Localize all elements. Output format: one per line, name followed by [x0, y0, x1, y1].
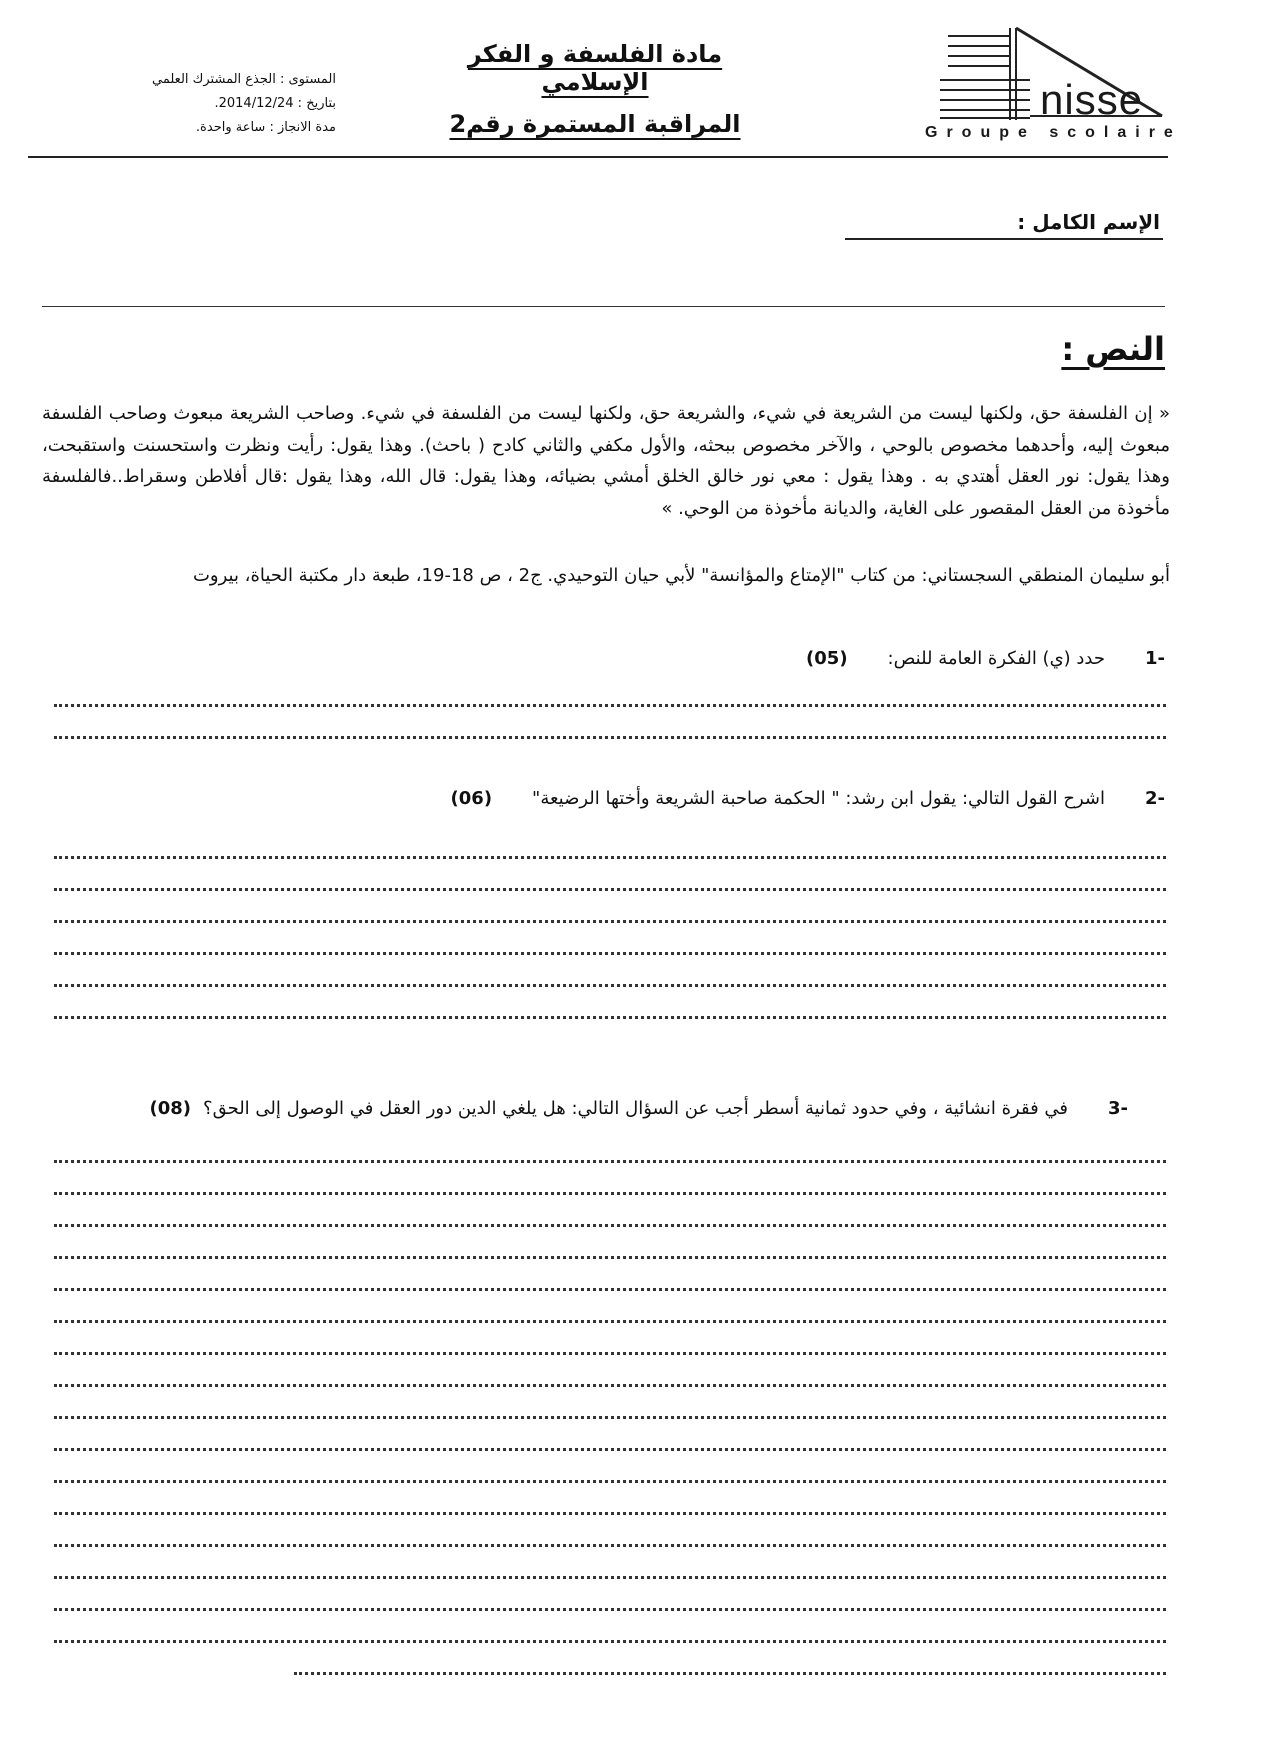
subject-title: مادة الفلسفة و الفكر الإسلامي: [467, 40, 723, 96]
answer-line[interactable]: [54, 736, 1166, 739]
question-number: -3: [1107, 1098, 1128, 1119]
passage-source: أبو سليمان المنطقي السجستاني: من كتاب "الإمتاع والمؤانسة" لأبي حيان التوحيدي. ج2 ، ص 18-19، طبعة دار مكتبة الحياة، بيروت: [192, 565, 1170, 586]
question-text: في فقرة انشائية ، وفي حدود ثمانية أسطر أجب عن السؤال التالي: هل يلغي الدين دور العقل في الوصول إلى الحق؟: [203, 1098, 1068, 1119]
answer-line[interactable]: [54, 1320, 1166, 1323]
full-name-answer-line-2[interactable]: [42, 306, 1165, 307]
question-1: [700, 648, 1165, 669]
question-3: [58, 1098, 1128, 1119]
info-level: [80, 72, 336, 87]
answer-line[interactable]: [54, 1352, 1166, 1355]
answer-line[interactable]: [54, 1288, 1166, 1291]
logo-subtitle: Groupe scolaire: [925, 124, 1182, 141]
info-label: مدة الانجاز: [277, 120, 336, 135]
info-value: : ساعة واحدة.: [195, 120, 274, 135]
answer-line[interactable]: [54, 1224, 1166, 1227]
answer-line[interactable]: [54, 984, 1166, 987]
answer-line[interactable]: [54, 1480, 1166, 1483]
answer-line[interactable]: [54, 920, 1166, 923]
question-2: [330, 788, 1165, 809]
answer-line[interactable]: [54, 1640, 1166, 1643]
answer-line[interactable]: [54, 1608, 1166, 1611]
answer-line[interactable]: [294, 1672, 1166, 1675]
answer-line[interactable]: [54, 1576, 1166, 1579]
answer-line[interactable]: [54, 1384, 1166, 1387]
info-label: المستوى: [288, 72, 336, 87]
answer-line[interactable]: [54, 1448, 1166, 1451]
info-label: بتاريخ: [306, 96, 336, 111]
answer-line[interactable]: [54, 1544, 1166, 1547]
answer-line[interactable]: [54, 704, 1166, 707]
question-number: -2: [1144, 788, 1165, 809]
question-score: (08): [149, 1098, 192, 1119]
question-score: (06): [450, 788, 493, 809]
answer-line[interactable]: [54, 1192, 1166, 1195]
full-name-answer-line[interactable]: [845, 238, 1163, 240]
answer-line[interactable]: [54, 952, 1166, 955]
answer-line[interactable]: [54, 1160, 1166, 1163]
info-value: : الجذع المشترك العلمي: [152, 72, 285, 87]
answer-line[interactable]: [54, 1512, 1166, 1515]
full-name-label: الإسم الكامل :: [1017, 210, 1160, 234]
answer-line[interactable]: [54, 1416, 1166, 1419]
passage: « إن الفلسفة حق، ولكنها ليست من الشريعة في شيء، والشريعة حق، ولكنها ليست من الفلسفة في شيء. وصاحب الشريعة مبعوث وصاحب الفلسفة مبعوث إليه، وأحدهما مخصوص بالوحي ، والآخر مخصوص ببحثه، والأول مكفي والثاني كادح ( باحث). وهذا يقول: رأيت ونظرت واستحسنت واستقبحت، وهذا يقول: نور العقل أهتدي به . وهذا يقول : معي نور خالق الخلق أمشي بضيائه، وهذا يقول: قال الله، وهذا يقول :قال أفلاطن وسقراط..فالفلسفة مأخوذة من العقل المقصور على الغاية، والديانة مأخوذة من الوحي. »: [42, 403, 1170, 519]
info-date: [80, 96, 336, 111]
answer-line[interactable]: [54, 888, 1166, 891]
header-divider: [28, 156, 1168, 158]
info-duration: [80, 120, 336, 135]
question-text: اشرح القول التالي: يقول ابن رشد: " الحكمة صاحبة الشريعة وأختها الرضيعة": [532, 788, 1105, 809]
answer-line[interactable]: [54, 1016, 1166, 1019]
exam-title: المراقبة المستمرة رقم2: [449, 110, 741, 138]
text-heading: النص :: [1061, 330, 1165, 368]
logo-text: nisse: [1040, 76, 1144, 123]
answer-line[interactable]: [54, 856, 1166, 859]
question-text: حدد (ي) الفكرة العامة للنص:: [887, 648, 1105, 669]
answer-line[interactable]: [54, 1256, 1166, 1259]
question-score: (05): [806, 648, 848, 669]
info-value: : 2014/12/24.: [214, 96, 303, 111]
question-number: -1: [1144, 648, 1165, 669]
